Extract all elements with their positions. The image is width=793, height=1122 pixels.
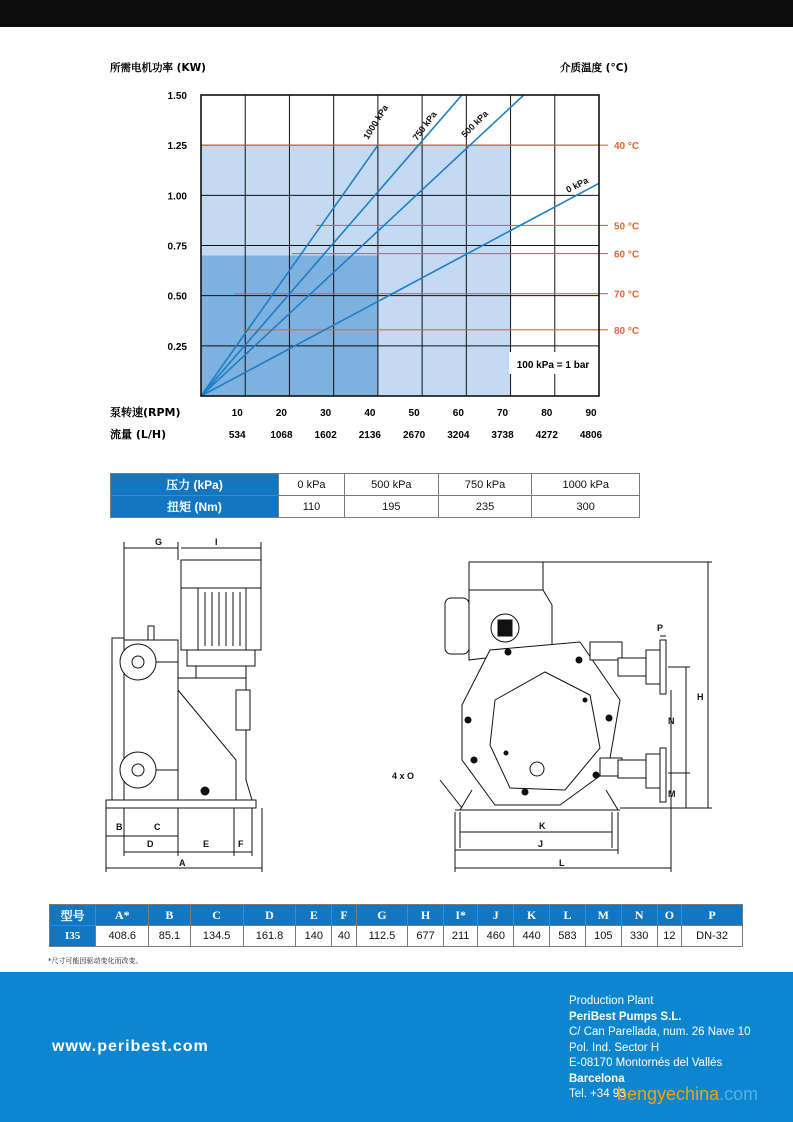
- website-link[interactable]: www.peribest.com: [52, 1038, 209, 1055]
- header-cell: D: [243, 905, 296, 926]
- speed-tick-label: 80: [541, 408, 553, 419]
- y-tick-labels: [168, 91, 188, 353]
- dim-label-f: F: [238, 839, 244, 849]
- value-cell: 677: [408, 926, 444, 947]
- value-cell: 140: [296, 926, 332, 947]
- value-cell: DN-32: [682, 926, 743, 947]
- temperature-label: 80 °C: [614, 325, 640, 337]
- address-line: E-08170 Montornés del Vallés: [569, 1057, 723, 1069]
- torque-header: 扭矩 (Nm): [111, 496, 279, 518]
- city-name: Barcelona: [569, 1072, 625, 1085]
- pressure-cell: 1000 kPa: [532, 474, 640, 496]
- header-cell: B: [149, 905, 191, 926]
- value-cell: 161.8: [243, 926, 296, 947]
- y-tick-label: 0.75: [167, 241, 187, 253]
- speed-tick-label: 40: [364, 408, 376, 419]
- value-cell: 583: [550, 926, 586, 947]
- temperature-label: 70 °C: [614, 289, 640, 301]
- speed-tick-label: 20: [275, 408, 288, 419]
- power-chart: [0, 27, 793, 447]
- temperature-label: 60 °C: [614, 249, 640, 261]
- pressure-line-label: 750 kPa: [410, 109, 439, 143]
- address-line: Pol. Ind. Sector H: [569, 1041, 660, 1054]
- header-cell: M: [585, 905, 621, 926]
- flow-tick-label: 1602: [314, 430, 337, 441]
- dim-label-k: K: [539, 821, 546, 831]
- speed-tick-labels: [232, 408, 597, 419]
- pressure-cell: 500 kPa: [345, 474, 439, 496]
- pressure-cell: 750 kPa: [438, 474, 532, 496]
- y-tick-label: 0.25: [167, 341, 187, 353]
- value-cell: 440: [514, 926, 550, 947]
- pressure-line-label: 500 kPa: [459, 108, 491, 140]
- pressure-torque-table: [110, 473, 640, 518]
- header-cell: K: [514, 905, 550, 926]
- pressure-cell: 0 kPa: [279, 474, 345, 496]
- dim-label-o: 4 x O: [392, 771, 415, 781]
- header-cell: I*: [443, 905, 477, 926]
- footer: [0, 972, 793, 1122]
- value-cell: 112.5: [356, 926, 407, 947]
- value-cell: 12: [657, 926, 682, 947]
- y-tick-label: 0.50: [167, 291, 187, 303]
- table-row: [50, 926, 743, 947]
- model-cell: I35: [50, 926, 96, 947]
- value-cell: 40: [332, 926, 357, 947]
- temperature-label: 40 °C: [614, 141, 640, 153]
- dim-label-n: N: [668, 716, 675, 726]
- dim-label-a: A: [179, 858, 186, 868]
- header-cell: E: [296, 905, 332, 926]
- torque-cell: 195: [345, 496, 439, 518]
- speed-axis-label: 泵转速(RPM): [110, 406, 181, 419]
- header-cell: O: [657, 905, 682, 926]
- address-line: C/ Can Parellada, num. 26 Nave 10: [569, 1026, 751, 1038]
- flow-tick-label: 2670: [402, 430, 426, 441]
- pressure-note: 100 kPa = 1 bar: [516, 360, 590, 371]
- y-tick-label: 1.00: [167, 191, 187, 203]
- header-cell: H: [408, 905, 444, 926]
- flow-tick-label: 1068: [270, 430, 293, 441]
- header-cell: C: [190, 905, 243, 926]
- header-cell: F: [332, 905, 357, 926]
- dim-label-g: G: [155, 537, 163, 547]
- flow-tick-label: 534: [228, 430, 246, 441]
- pump-drawings: [0, 527, 793, 877]
- dim-label-i: I: [215, 537, 218, 547]
- torque-cell: 110: [279, 496, 345, 518]
- footnote: *尺寸可能因驱动变化而改变。: [48, 957, 143, 965]
- flow-tick-label: 4806: [579, 430, 603, 441]
- flow-tick-label: 2136: [358, 430, 382, 441]
- watermark-main: bengyechina: [617, 1084, 720, 1104]
- header-cell: A*: [96, 905, 149, 926]
- flow-tick-labels: [229, 430, 603, 441]
- header-cell: G: [356, 905, 407, 926]
- phone-line: Tel. +34 93: [569, 1088, 626, 1100]
- speed-tick-label: 10: [231, 408, 243, 419]
- dim-label-c: C: [154, 822, 161, 832]
- dim-label-p: P: [657, 623, 664, 633]
- watermark: [617, 1084, 758, 1105]
- dim-label-b: B: [116, 822, 123, 832]
- speed-tick-label: 50: [408, 408, 420, 419]
- chart-y-title: 所需电机功率 (KW): [110, 62, 206, 74]
- dim-label-d: D: [147, 839, 154, 849]
- pressure-line-label: 1000 kPa: [361, 103, 391, 142]
- table-header-row: [50, 905, 743, 926]
- speed-tick-label: 30: [320, 408, 332, 419]
- header-cell: L: [550, 905, 586, 926]
- speed-tick-label: 90: [585, 408, 597, 419]
- torque-cell: 235: [438, 496, 532, 518]
- dim-label-h: H: [697, 692, 704, 702]
- dim-label-j: J: [538, 839, 544, 849]
- pressure-line-label: 0 kPa: [564, 175, 590, 195]
- top-bar: [0, 0, 793, 27]
- value-cell: 408.6: [96, 926, 149, 947]
- value-cell: 460: [478, 926, 514, 947]
- table-row: [111, 474, 640, 496]
- temperature-labels: [614, 141, 639, 337]
- pressure-header: 压力 (kPa): [111, 474, 279, 496]
- header-cell: N: [621, 905, 657, 926]
- flow-axis-label: 流量 (L/H): [110, 428, 167, 441]
- dim-label-l: L: [559, 858, 565, 868]
- header-cell: P: [682, 905, 743, 926]
- value-cell: 211: [443, 926, 477, 947]
- y-tick-label: 1.50: [167, 91, 187, 102]
- dimension-table: [49, 904, 743, 947]
- header-cell: J: [478, 905, 514, 926]
- value-cell: 105: [585, 926, 621, 947]
- chart-right-title: 介质温度 (°C): [560, 62, 629, 74]
- temperature-label: 50 °C: [614, 221, 640, 233]
- address-line: Production Plant: [569, 995, 654, 1007]
- header-cell: 型号: [50, 905, 96, 926]
- flow-tick-label: 3204: [447, 430, 470, 441]
- value-cell: 85.1: [149, 926, 191, 947]
- speed-tick-label: 70: [496, 408, 509, 419]
- speed-tick-label: 60: [452, 408, 464, 419]
- value-cell: 330: [621, 926, 657, 947]
- value-cell: 134.5: [190, 926, 243, 947]
- watermark-com: .com: [719, 1084, 759, 1104]
- y-tick-label: 1.25: [167, 141, 187, 153]
- company-name: PeriBest Pumps S.L.: [569, 1010, 682, 1023]
- side-view-drawing: [106, 542, 262, 872]
- table-row: [111, 496, 640, 518]
- dim-label-m: M: [668, 789, 676, 799]
- flow-tick-label: 3738: [491, 430, 514, 441]
- flow-tick-label: 4272: [535, 430, 558, 441]
- dim-label-e: E: [203, 839, 210, 849]
- torque-cell: 300: [532, 496, 640, 518]
